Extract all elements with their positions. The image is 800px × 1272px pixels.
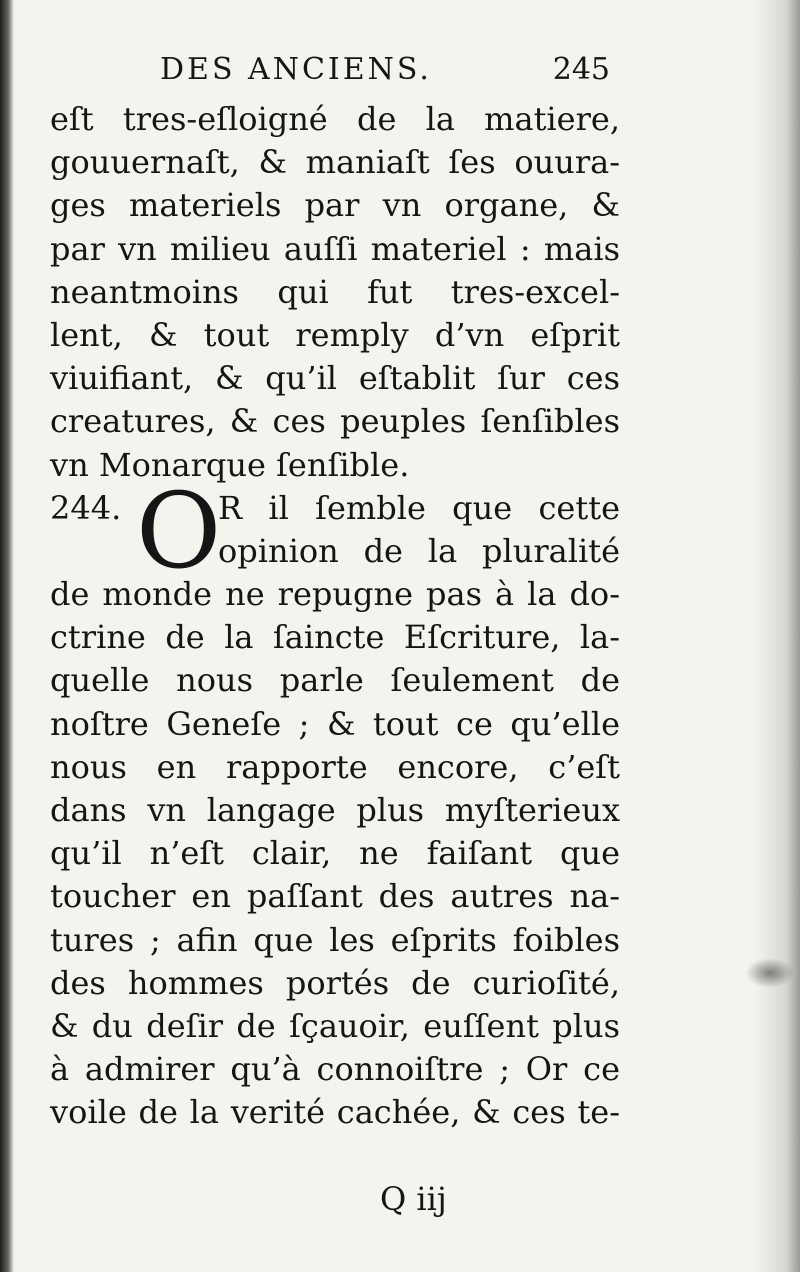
text-line: eſt tres-eſloigné de la matiere, [50, 100, 620, 138]
page-number: 245 [552, 52, 610, 87]
text-line: de monde ne repugne pas à la do- [50, 575, 620, 614]
text-line: ctrine de la ſaincte Eſcriture, la- [50, 618, 620, 657]
text-line: voile de la verité cachée, & ces te- [50, 1093, 620, 1132]
text-line: & du deſir de ſçauoir, euſſent plus [50, 1006, 620, 1045]
page-header [160, 52, 610, 92]
text-line: neantmoins qui fut tres-excel- [50, 272, 620, 311]
text-line: dans vn langage plus myſterieux [50, 791, 620, 829]
signature-mark: Q iij [380, 1180, 447, 1218]
text-line: noſtre Geneſe ; & tout ce qu’elle [50, 704, 620, 743]
paragraph-243 [50, 98, 620, 487]
text-line: vn Monarque ſenſible. [50, 445, 410, 484]
paragraph-number: 244. [50, 488, 122, 527]
text-line: opinion de la pluralité [218, 531, 620, 570]
text-line: qu’il n’eſt clair, ne faiſant que [50, 834, 620, 873]
drop-cap: O [136, 469, 222, 592]
text-line: ges materiels par vn organe, & [50, 186, 620, 225]
text-line: quelle nous parle ſeulement de [50, 661, 620, 700]
text-line: toucher en paſſant des autres na- [50, 877, 620, 916]
page-edge-shadow [754, 0, 800, 1272]
ink-stain [745, 958, 795, 988]
text-line: viuifiant, & qu’il eſtablit ſur ces [50, 359, 620, 398]
text-line: R il ſemble que cette [218, 488, 620, 527]
text-line: tures ; afin que les eſprits foibles [50, 920, 620, 959]
text-line: nous en rapporte encore, c’eſt [50, 747, 620, 786]
text-line: à admirer qu’à connoiſtre ; Or ce [50, 1050, 620, 1089]
body-text [50, 98, 620, 1135]
paragraph-244 [50, 469, 620, 1135]
book-spine-shadow [0, 0, 14, 1272]
text-line: lent, & tout remply d’vn eſprit [50, 315, 620, 354]
text-line: des hommes portés de curioſité, [50, 963, 620, 1002]
text-line: gouuernaſt, & maniaſt ſes ouura- [50, 143, 620, 182]
text-line: creatures, & ces peuples ſenſibles [50, 402, 620, 441]
text-line: par vn milieu auſſi materiel : mais [50, 229, 620, 268]
running-title: DES ANCIENS. [160, 52, 432, 87]
